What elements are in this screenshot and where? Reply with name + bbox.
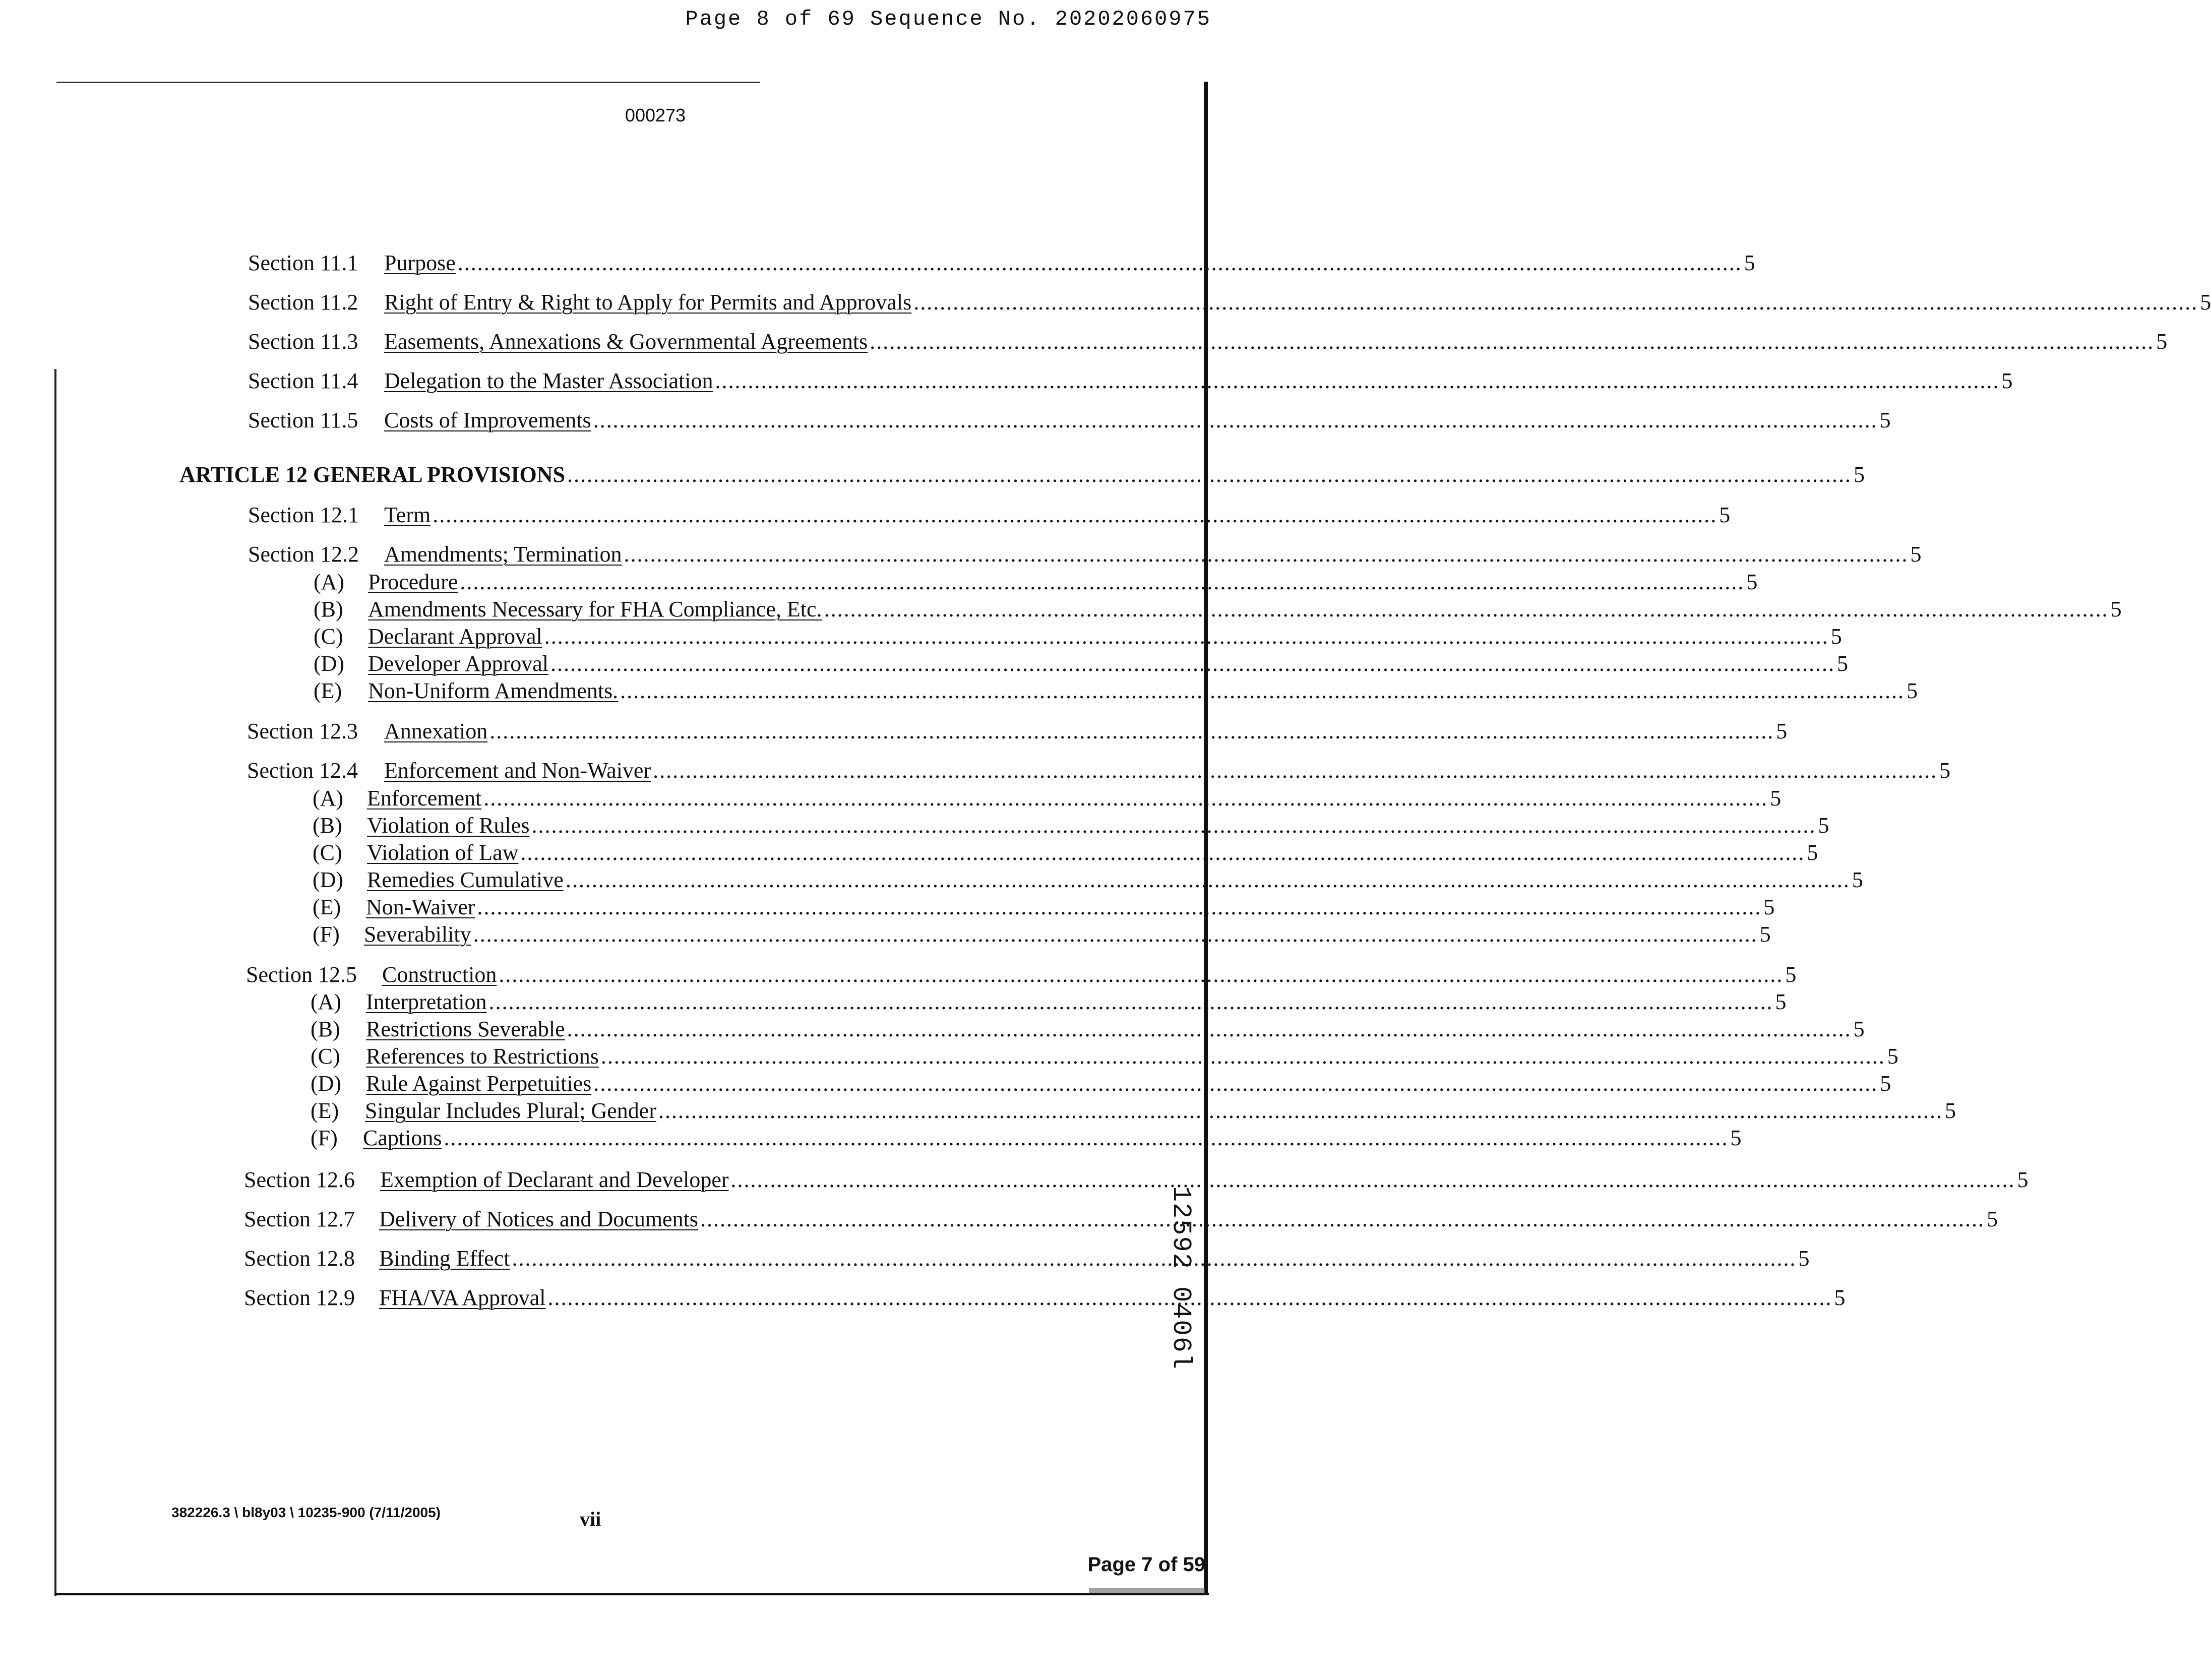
toc-title: Non-Uniform Amendments.: [368, 678, 619, 703]
toc-article-heading: ARTICLE 12 GENERAL PROVISIONS: [179, 462, 565, 487]
toc-page: 5: [1785, 962, 1797, 987]
toc-page: 5: [1759, 922, 1771, 947]
toc-subentry-12-4-d: (D) Remedies Cumulative .................................................................................................................................................................................................... 5: [313, 867, 1863, 892]
toc-entry-12-5: Section 12.5 Construction .................................................................................................................................................................................................... 5: [246, 961, 1061, 988]
toc-title: Declarant Approval: [368, 624, 542, 649]
toc-subentry-12-4-c: (C) Violation of Law .................................................................................................................................................................................................... 5: [313, 840, 1818, 865]
toc-title: Rule Against Perpetuities: [366, 1071, 592, 1096]
toc-page: 5: [1853, 1017, 1865, 1041]
toc-label: (C): [311, 1044, 340, 1069]
toc-subentry-12-5-c: (C) References to Restrictions .................................................................................................................................................................................................... 5: [311, 1044, 1898, 1069]
toc-label: Section 11.2: [248, 290, 358, 315]
toc-label: (D): [314, 651, 345, 676]
toc-title: Amendments; Termination: [384, 542, 622, 567]
toc-title: Delivery of Notices and Documents: [379, 1207, 698, 1231]
toc-title: Construction: [382, 962, 497, 987]
toc-label: (A): [313, 786, 344, 811]
toc-title: Costs of Improvements: [384, 408, 591, 432]
toc-page: 5: [1763, 895, 1775, 919]
toc-title: Enforcement and Non-Waiver: [384, 758, 651, 783]
toc-label: (C): [313, 840, 342, 865]
toc-label: Section 12.2: [248, 542, 359, 567]
toc-page: 5: [1944, 1098, 1956, 1123]
toc-label: Section 11.5: [248, 408, 358, 432]
toc-page: 5: [1719, 503, 1731, 527]
side-stamp: [1166, 1182, 1196, 1374]
toc-subentry-12-4-b: (B) Violation of Rules .................................................................................................................................................................................................... 5: [313, 813, 1829, 838]
toc-entry-11-1: Section 11.1 Purpose .................................................................................................................................................................................................... 5: [248, 250, 1061, 277]
toc-page: 5: [2200, 290, 2211, 315]
toc-label: Section 12.4: [247, 758, 358, 783]
toc-entry-11-3: Section 11.3 Easements, Annexations & Governmental Agreements .................................................................................................................................................................................................... 5: [248, 328, 1061, 355]
toc-label: Section 12.1: [248, 503, 359, 527]
toc-subentry-12-5-a: (A) Interpretation .................................................................................................................................................................................................... 5: [311, 989, 1787, 1014]
toc-label: (E): [311, 1098, 339, 1123]
toc-entry-12-2: Section 12.2 Amendments; Termination .................................................................................................................................................................................................... 5: [248, 541, 1061, 568]
toc-subentry-12-4-f: (F) Severability .................................................................................................................................................................................................... 5: [313, 922, 1771, 947]
toc-page: 5: [1746, 570, 1758, 594]
toc-page: 5: [1880, 1071, 1891, 1096]
toc-title: Non-Waiver: [366, 895, 475, 919]
toc-title: Annexation: [384, 719, 488, 743]
toc-page: 5: [1770, 786, 1782, 811]
toc-title: FHA/VA Approval: [379, 1285, 546, 1310]
top-rule: [56, 82, 760, 83]
toc-label: (B): [311, 1017, 340, 1041]
toc-title: Violation of Rules: [367, 813, 530, 838]
toc-label: (F): [311, 1126, 338, 1150]
toc-title: References to Restrictions: [366, 1044, 599, 1069]
toc-page: 5: [1853, 462, 1865, 487]
toc-page: 5: [1775, 989, 1787, 1014]
toc-title: Captions: [363, 1126, 442, 1150]
toc-title: Remedies Cumulative: [367, 867, 564, 892]
toc-entry-12-8: Section 12.8 Binding Effect .................................................................................................................................................................................................... 5: [244, 1245, 1061, 1272]
toc-subentry-12-5-b: (B) Restrictions Severable .................................................................................................................................................................................................... 5: [311, 1017, 1865, 1041]
toc-page: 5: [1818, 813, 1829, 838]
toc-label: Section 12.3: [247, 719, 358, 743]
page-counter: Page 7 of 59: [1087, 1553, 1205, 1576]
toc-page: 5: [2017, 1167, 2029, 1192]
toc-subentry-12-2-c: (C) Declarant Approval .................................................................................................................................................................................................... 5: [314, 624, 1842, 649]
toc-page: 5: [2110, 597, 2122, 621]
toc-label: (C): [314, 624, 343, 649]
toc-label: (E): [314, 678, 342, 703]
toc-label: (F): [313, 922, 340, 947]
toc-entry-12-9: Section 12.9 FHA/VA Approval .................................................................................................................................................................................................... 5: [244, 1284, 1061, 1312]
toc-label: Section 12.6: [244, 1167, 355, 1192]
toc-page: 5: [2156, 329, 2168, 354]
toc-page: 5: [1852, 867, 1863, 892]
toc-subentry-12-2-e: (E) Non-Uniform Amendments. .................................................................................................................................................................................................... 5: [314, 678, 1918, 703]
toc-title: Delegation to the Master Association: [384, 368, 713, 393]
footer-smudge: [1089, 1588, 1205, 1593]
toc-page: 5: [1830, 624, 1842, 649]
toc-subentry-12-2-d: (D) Developer Approval .................................................................................................................................................................................................... 5: [314, 651, 1848, 676]
toc-subentry-12-4-e: (E) Non-Waiver .................................................................................................................................................................................................... 5: [313, 895, 1775, 919]
toc-subentry-12-2-b: (B) Amendments Necessary for FHA Compliance, Etc. .................................................................................................................................................................................................... 5: [314, 597, 2122, 621]
toc-label: (A): [311, 989, 342, 1014]
toc-article-12: ARTICLE 12 GENERAL PROVISIONS .................................................................................................................................................................................................... 5: [179, 461, 1061, 488]
toc-entry-12-3: Section 12.3 Annexation .................................................................................................................................................................................................... 5: [247, 718, 1061, 745]
footer-page-number: vii: [580, 1508, 601, 1530]
toc-label: (D): [311, 1071, 342, 1096]
toc-label: Section 12.9: [244, 1285, 355, 1310]
toc-title: Interpretation: [366, 989, 487, 1014]
toc-title: Term: [384, 503, 431, 527]
document-number: 000273: [625, 105, 686, 126]
toc-page: 5: [1730, 1126, 1742, 1150]
toc-page: 5: [1879, 408, 1891, 432]
toc-title: Severability: [364, 922, 471, 947]
toc-title: Easements, Annexations & Governmental Agreements: [384, 329, 868, 354]
toc-page: 5: [1744, 251, 1755, 275]
toc-title: Procedure: [368, 570, 458, 594]
toc-page: 5: [2001, 368, 2013, 393]
toc-title: Amendments Necessary for FHA Compliance, Etc.: [368, 597, 822, 621]
toc-title: Restrictions Severable: [366, 1017, 565, 1041]
toc-label: Section 11.4: [248, 368, 358, 393]
toc-page: 5: [1834, 1285, 1846, 1310]
footer-document-code: 382226.3 \ bl8y03 \ 10235-900 (7/11/2005): [171, 1505, 441, 1520]
toc-label: (D): [313, 867, 344, 892]
toc-label: Section 12.5: [246, 962, 357, 987]
bottom-border: [54, 1593, 1209, 1595]
toc-page: 5: [1907, 678, 1918, 703]
toc-label: (A): [314, 570, 345, 594]
toc-entry-12-7: Section 12.7 Delivery of Notices and Documents .................................................................................................................................................................................................... 5: [244, 1206, 1061, 1233]
toc-title: Purpose: [384, 251, 456, 275]
toc-entry-11-2: Section 11.2 Right of Entry & Right to Apply for Permits and Approvals .................................................................................................................................................................................................... 5: [248, 289, 1061, 316]
toc-title: Binding Effect: [379, 1246, 510, 1271]
toc-page: 5: [1837, 651, 1848, 676]
toc-label: (B): [314, 597, 343, 621]
toc-title: Exemption of Declarant and Developer: [380, 1167, 729, 1192]
sequence-stamp: Page 8 of 69 Sequence No. 20202060975: [685, 7, 1211, 31]
toc-title: Right of Entry & Right to Apply for Permits and Approvals: [384, 290, 912, 315]
toc-title: Violation of Law: [367, 840, 519, 865]
toc-entry-12-6: Section 12.6 Exemption of Declarant and Developer .................................................................................................................................................................................................... 5: [244, 1166, 1061, 1194]
toc-page: 5: [1776, 719, 1788, 743]
toc-entry-11-4: Section 11.4 Delegation to the Master Association .................................................................................................................................................................................................... 5: [248, 367, 1061, 395]
toc-entry-12-1: Section 12.1 Term .................................................................................................................................................................................................... 5: [248, 502, 1061, 529]
toc-subentry-12-5-f: (F) Captions .................................................................................................................................................................................................... 5: [311, 1126, 1742, 1150]
toc-page: 5: [1798, 1246, 1810, 1271]
toc-subentry-12-2-a: (A) Procedure .................................................................................................................................................................................................... 5: [314, 570, 1758, 594]
toc-page: 5: [1986, 1207, 1998, 1231]
side-stamp-text: 12592 0406l: [1166, 1186, 1196, 1370]
toc-label: Section 12.8: [244, 1246, 355, 1271]
toc-title: Singular Includes Plural; Gender: [365, 1098, 656, 1123]
toc-entry-11-5: Section 11.5 Costs of Improvements .................................................................................................................................................................................................... 5: [248, 407, 1061, 434]
toc-page: 5: [1910, 542, 1922, 567]
toc-title: Enforcement: [367, 786, 482, 811]
toc-label: (E): [313, 895, 341, 919]
toc-label: Section 11.3: [248, 329, 358, 354]
toc-page: 5: [1807, 840, 1818, 865]
left-border: [54, 369, 56, 1596]
toc-subentry-12-5-d: (D) Rule Against Perpetuities .................................................................................................................................................................................................... 5: [311, 1071, 1891, 1096]
toc-entry-12-4: Section 12.4 Enforcement and Non-Waiver .................................................................................................................................................................................................... 5: [247, 757, 1061, 784]
toc-label: Section 11.1: [248, 251, 358, 275]
toc-subentry-12-4-a: (A) Enforcement .................................................................................................................................................................................................... 5: [313, 786, 1782, 811]
toc-label: Section 12.7: [244, 1207, 355, 1231]
toc-title: Developer Approval: [368, 651, 548, 676]
toc-page: 5: [1939, 758, 1951, 783]
toc-subentry-12-5-e: (E) Singular Includes Plural; Gender .................................................................................................................................................................................................... 5: [311, 1098, 1956, 1123]
toc-page: 5: [1887, 1044, 1898, 1069]
toc-label: (B): [313, 813, 342, 838]
